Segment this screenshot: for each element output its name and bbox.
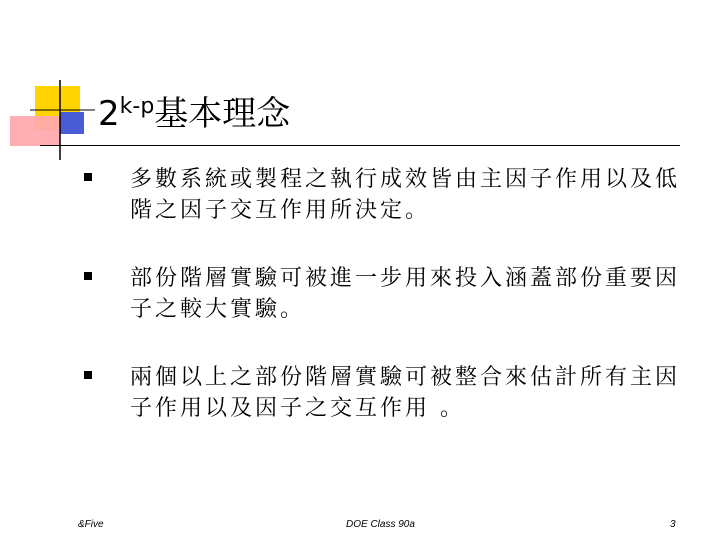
slide-title	[98, 94, 290, 139]
title-text: 基本理念	[154, 94, 291, 134]
footer-left: &Five	[78, 519, 104, 530]
pink-square-light	[10, 116, 60, 146]
title-superscript: k-p	[119, 94, 155, 119]
square-bullet-icon	[84, 272, 92, 280]
square-bullet-icon	[84, 173, 92, 181]
footer-center: DOE Class 90a	[346, 519, 415, 530]
bullet-text: 兩個以上之部份階層實驗可被整合來估計所有主因子作用以及因子之交互作用 。	[130, 365, 681, 421]
square-bullet-icon	[84, 371, 92, 379]
bullet-text: 部份階層實驗可被進一步用來投入涵蓋部份重要因子之較大實驗。	[130, 266, 681, 322]
bullet-text: 多數系統或製程之執行成效皆由主因子作用以及低階之因子交互作用所決定。	[130, 167, 681, 223]
title-underline	[40, 145, 680, 146]
title-base: 2	[98, 94, 120, 134]
blue-square	[60, 112, 84, 134]
page-number: 3	[670, 519, 676, 530]
